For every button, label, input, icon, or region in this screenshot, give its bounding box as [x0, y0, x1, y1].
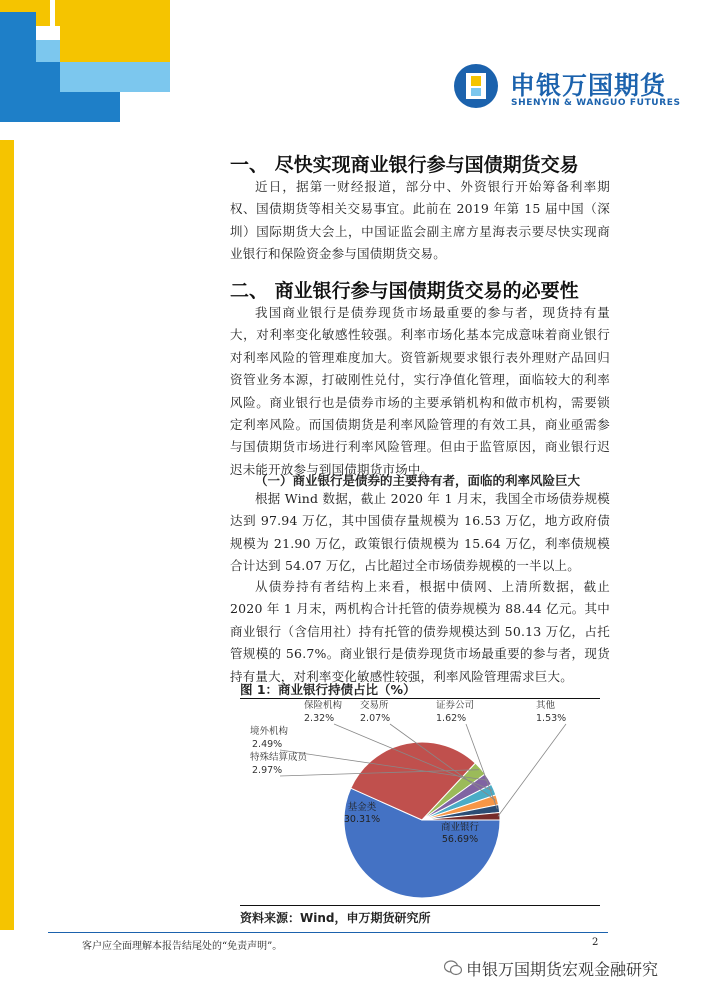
header-decoration-block: [36, 26, 60, 40]
figure-source: 资料来源：Wind，申万期货研究所: [240, 911, 431, 925]
pie-value-label: 2.97%: [252, 765, 283, 776]
pie-label: 特殊结算成员: [250, 752, 308, 763]
header-decoration-block: [60, 62, 170, 92]
subsection-paragraph-1: 根据 Wind 数据，截止 2020 年 1 月末，我国全市场债券规模达到 97.94 万亿，其中国债存量规模为 16.53 万亿，地方政府债规模为 21.90 万亿，政策银行债规模为 15.64 万亿，利率债规模合计达到 54.07 万亿，占比超过全市场债券规模的一半以上。: [230, 491, 610, 574]
pie-value-label: 2.07%: [360, 713, 391, 724]
pie-label: 商业银行: [440, 822, 480, 833]
footer-disclaimer: 客户应全面理解本报告结尾处的“免责声明”。: [82, 941, 283, 952]
pie-value-label: 30.31%: [343, 814, 381, 825]
wechat-account-name: 申银万国期货宏观金融研究: [466, 960, 659, 979]
wechat-icon: [444, 960, 462, 976]
company-name-cn: 申银万国期货: [510, 71, 667, 100]
pie-label: 交易所: [360, 700, 389, 711]
pie-value-label: 56.69%: [441, 834, 479, 845]
pie-label: 境外机构: [250, 726, 289, 737]
pie-label: 保险机构: [304, 700, 343, 711]
pie-label: 其他: [536, 700, 556, 711]
subsection-paragraph-2: 从债券持有者结构上来看，根据中债网、上清所数据，截止 2020 年 1 月末，两机构合计托管的债券规模为 88.44 亿元。其中商业银行（含信用社）持有托管的债券规模达到 50.13 万亿，占托管规模的 56.7%。商业银行是债券现货市场最重要的参与者，现货持有量大，对利率变化敏感性较强，利率风险管理需求巨大。: [230, 579, 610, 684]
pie-value-label: 1.53%: [536, 713, 567, 724]
pie-label: 基金类: [347, 802, 377, 813]
company-logo-icon: [452, 62, 500, 110]
section-2-paragraph: 我国商业银行是债券现货市场最重要的参与者，现货持有量大，对利率变化敏感性较强。利率市场化基本完成意味着商业银行对利率风险的管理难度加大。资管新规要求银行表外理财产品回归资管业务本源，打破刚性兑付，实行净值化管理，面临较大的利率风险。商业银行也是债券市场的主要承销机构和做市机构，需要锁定利率风险。而国债期货是利率风险管理的有效工具，商业亟需参与国债期货市场进行利率风险管理。但由于监管原因，商业银行迟迟未能开放参与到国债期货市场中。: [230, 305, 610, 477]
pie-value-label: 2.49%: [252, 739, 283, 750]
section-1-paragraph: 近日，据第一财经报道，部分中、外资银行开始筹备利率期权、国债期货等相关交易事宜。此前在 2019 年第 15 届中国（深圳）国际期货大会上，中国证监会副主席方星海表示要尽快实现商业银行和保险资金参与国债期货交易。: [230, 179, 610, 262]
pie-label: 证券公司: [436, 700, 475, 711]
pie-chart: [240, 700, 600, 905]
header-decoration-block: [55, 0, 170, 62]
pie-value-label: 2.32%: [304, 713, 335, 724]
pie-value-label: 1.62%: [436, 713, 467, 724]
footer-rule: [48, 932, 608, 933]
side-accent-bar: [0, 140, 14, 930]
section-1-title: 一、 尽快实现商业银行参与国债期货交易: [230, 154, 579, 176]
company-name-en: SHENYIN & WANGUO FUTURES: [511, 98, 681, 108]
figure-title: 图 1：商业银行持债占比（%）: [240, 682, 416, 697]
pie-leader-line: [498, 724, 566, 816]
header-decoration-block: [36, 40, 60, 62]
figure-top-rule: [240, 698, 600, 699]
page-number: 2: [592, 937, 599, 948]
section-2-title: 二、 商业银行参与国债期货交易的必要性: [230, 280, 579, 302]
figure-bottom-rule: [240, 905, 600, 906]
subsection-title: （一）商业银行是债券的主要持有者，面临的利率风险巨大: [255, 473, 581, 488]
